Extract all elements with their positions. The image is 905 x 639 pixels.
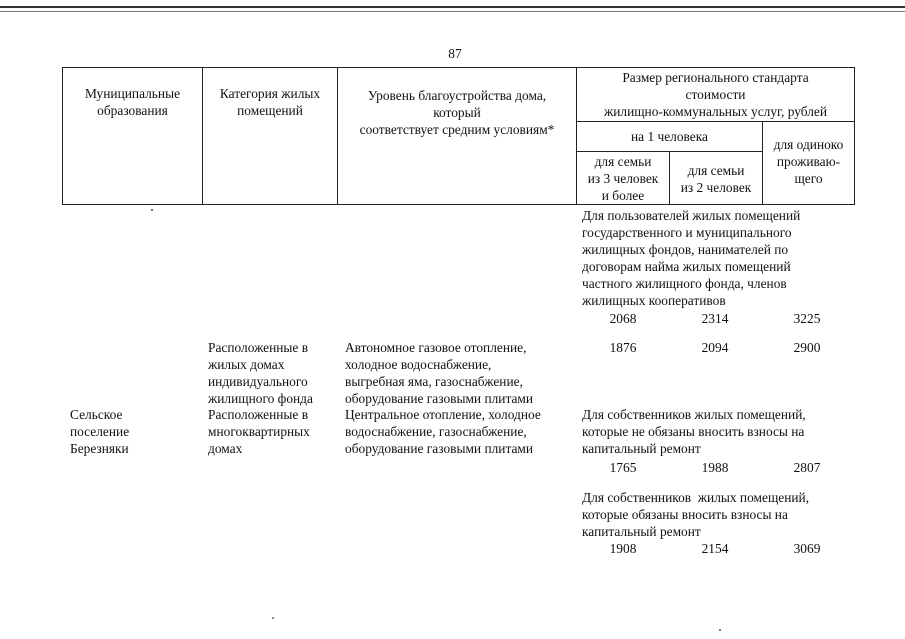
municipality-name (70, 406, 200, 457)
note-owners-not-obliged-line: капитальный ремонт (582, 441, 701, 456)
category-individual (208, 339, 338, 407)
value-users-family2: 2314 (701, 311, 729, 326)
header-level (338, 87, 576, 138)
header-standard-line: жилищно-коммунальных услуг, рублей (603, 104, 828, 119)
note-users-line: договорам найма жилых помещений (582, 259, 791, 274)
value-not-obliged-single: 2807 (793, 460, 821, 475)
note-owners-not-obliged-line: Для собственников жилых помещений, (582, 407, 806, 422)
scan-top-border-thin (0, 11, 905, 12)
header-family2 (670, 162, 762, 196)
note-owners-obliged-line: которые обязаны вносить взносы на (582, 507, 788, 522)
header-family3-line: из 3 человек (587, 171, 659, 186)
note-users-line: государственного и муниципального (582, 225, 792, 240)
value-not-obliged-family2: 1988 (701, 460, 729, 475)
category-individual-line: Расположенные в (208, 340, 309, 355)
header-family3 (577, 153, 669, 204)
header-family2-line: из 2 человек (680, 180, 752, 195)
category-apartment-line: Расположенные в (208, 407, 309, 422)
note-users-line: жилищных фондов, нанимателей по (582, 242, 789, 257)
level-individual (345, 339, 577, 407)
header-bottom-border (62, 204, 855, 205)
header-subrow-line (576, 121, 854, 122)
header-right-border (854, 67, 855, 205)
scan-speck (719, 629, 721, 631)
header-municipality (63, 85, 202, 119)
note-users-line: частного жилищного фонда, членов (582, 276, 787, 291)
header-single-line: для одиноко (773, 137, 844, 152)
note-owners-obliged (582, 489, 854, 540)
value-individual-family2: 2094 (701, 340, 729, 355)
header-category (203, 85, 337, 119)
header-standard-line: Размер регионального стандарта (622, 70, 809, 85)
level-apartment-line: водоснабжение, газоснабжение, (345, 424, 527, 439)
level-individual-line: выгребная яма, газоснабжение, (345, 374, 523, 389)
value-individual-single: 2900 (793, 340, 821, 355)
header-level-line: Уровень благоустройства дома, (367, 88, 547, 103)
municipality-line: Сельское (70, 407, 123, 422)
level-individual-line: Автономное газовое отопление, (345, 340, 527, 355)
header-standard (577, 69, 854, 120)
category-apartment (208, 406, 338, 457)
header-municipality-line: Муниципальные (84, 86, 181, 101)
header-level-line: который (433, 105, 481, 120)
note-users-line: жилищных кооперативов (582, 293, 726, 308)
page-number: 87 (448, 46, 462, 61)
value-obliged-single: 3069 (793, 541, 821, 556)
note-users (582, 207, 854, 309)
value-obliged-family3: 1908 (609, 541, 637, 556)
note-owners-obliged-line: Для собственников жилых помещений, (582, 490, 810, 505)
note-owners-obliged-line: капитальный ремонт (582, 524, 701, 539)
header-family3-line: и более (601, 188, 645, 203)
header-family3-line: для семьи (594, 154, 652, 169)
level-individual-line: оборудование газовыми плитами (345, 391, 534, 406)
header-standard-line: стоимости (685, 87, 746, 102)
header-per-person: на 1 человека (631, 129, 708, 144)
level-apartment (345, 406, 577, 457)
municipality-line: Березняки (70, 441, 129, 456)
level-apartment-line: оборудование газовыми плитами (345, 441, 534, 456)
header-single-line: проживаю- (776, 154, 841, 169)
header-single-line: щего (794, 171, 823, 186)
level-individual-line: холодное водоснабжение, (345, 357, 492, 372)
header-family2-line: для семьи (687, 163, 745, 178)
header-top-border (62, 67, 855, 68)
note-owners-not-obliged-line: которые не обязаны вносить взносы на (582, 424, 805, 439)
note-owners-not-obliged (582, 406, 854, 457)
scan-speck (272, 617, 274, 619)
header-level-line: соответствует средним условиям* (359, 122, 555, 137)
category-apartment-line: многоквартирных (208, 424, 310, 439)
scan-speck (151, 209, 153, 211)
municipality-line: поселение (70, 424, 130, 439)
header-single (763, 136, 854, 187)
category-individual-line: жилых домах (208, 357, 285, 372)
note-users-line: Для пользователей жилых помещений (582, 208, 801, 223)
value-not-obliged-family3: 1765 (609, 460, 637, 475)
header-municipality-line: образования (97, 103, 168, 118)
value-individual-family3: 1876 (609, 340, 637, 355)
value-users-single: 3225 (793, 311, 821, 326)
level-apartment-line: Центральное отопление, холодное (345, 407, 541, 422)
category-individual-line: жилищного фонда (208, 391, 313, 406)
header-category-line: помещений (237, 103, 303, 118)
value-users-family3: 2068 (609, 311, 637, 326)
category-individual-line: индивидуального (208, 374, 308, 389)
header-category-line: Категория жилых (219, 86, 321, 101)
category-apartment-line: домах (208, 441, 243, 456)
value-obliged-family2: 2154 (701, 541, 729, 556)
scan-top-border (0, 6, 905, 8)
